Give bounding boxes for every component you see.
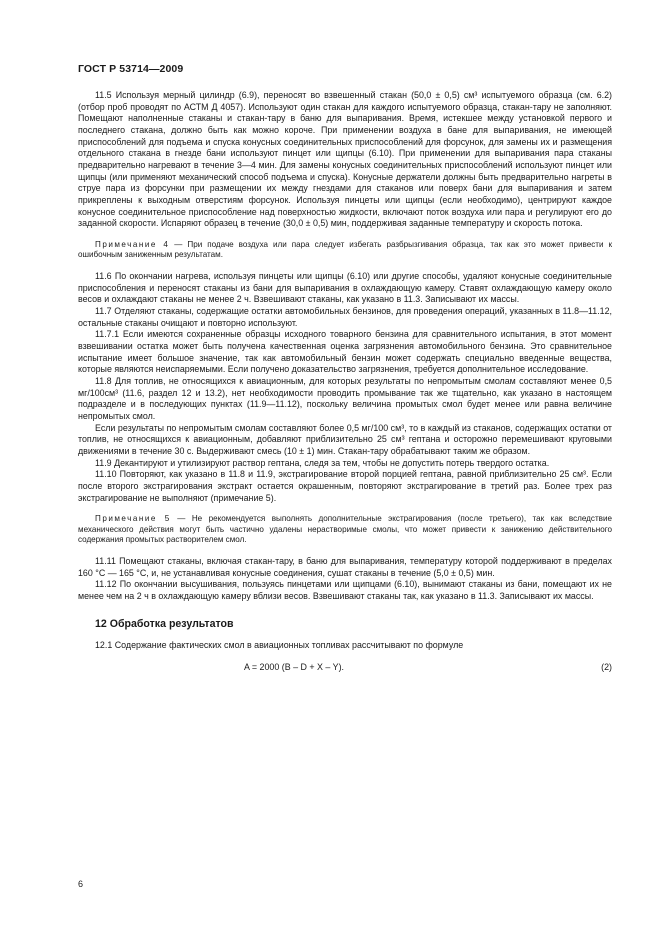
note-5-label: Примечание 5	[95, 514, 171, 524]
paragraph-11-9: 11.9 Декантируют и утилизируют раствор гептана, следя за тем, чтобы не допустить потерь твердого остатка.	[95, 457, 550, 468]
note-4-label: Примечание 4	[95, 239, 170, 249]
paragraph-11-5: 11.5 Используя мерный цилиндр (6.9), переносят во взвешенный стакан (50,0 ± 0,5) см³ испытуемого образца (см. 6.2) (отбор проб проводят по АСТМ Д 4057). Используют один стакан для каждого испытуемого образца, стакан-тару не заполняют. Помещают наполненные стаканы и стакан-тару в баню для выпаривания. Время, истекшее между установкой первого и последнего стакана, должно быть как можно короче. При применении воздуха в бане для выпаривания, не имеющей приспособлений для подъема и спуска конусных соединительных приспособлений для форсунок, для замены их и размещения отдельного стакана в гнезде бани используют пинцет или щипцы (6.10). При применении для выпаривания пара стаканы предварительно нагревают в течение 3—4 мин. Для замены конусных соединительных приспособлений используют пинцет или щипцы (или применяют механический способ подъема и спуска). Конусные держатели должны быть предварительно нагреты в струе пара из форсунки при размещении их между гнездами для стаканов или поверх бани для выпаривания и затем прикреплены к выходным отверстиям форсунок. Используя пинцеты или щипцы (если необходимо), центрируют каждое конусное соединительное приспособление над поверхностью жидкости, включают поток воздуха или пара и регулируют его до заданной скорости. Испаряют образец в течение (30,0 ± 0,5) мин, поддерживая заданные температуру и скорость потока.	[78, 90, 612, 229]
formula-expression: A = 2000 (B – D + X – Y).	[244, 661, 344, 672]
paragraph-11-10: 11.10 Повторяют, как указано в 11.8 и 11.9, экстрагирование второй порцией гептана, равной приблизительно 25 см³. Если после второго экстрагирования экстракт остается окрашенным, повторяют экстрагирование в третий раз. Более трех раз экстрагирование не выполняют (примечание 5).	[78, 469, 612, 503]
paragraph-11-6: 11.6 По окончании нагрева, используя пинцеты или щипцы (6.10) или другие способы, удаляют конусные соединительные приспособления и переносят стаканы из бани для выпаривания в охлаждающую камеру. Ставят охлаждающую камеру около весов и охлаждают стаканы не менее 2 ч. Взвешивают стаканы, как указано в 11.3. Записывают их массы.	[78, 271, 612, 305]
paragraph-11-7-1: 11.7.1 Если имеются сохраненные образцы исходного товарного бензина для сравнительного испытания, в этот момент взвешивании остатка может быть получена качественная оценка загрязнения автомобильного бензина. Это сравнительное испытание имеет большое значение, так как автомобильный бензин может содержать специально введенные вещества, которые являются неиспаряемыми. Если получено доказательство загрязнения, требуется дополнительное исследование.	[78, 329, 612, 375]
formula-2	[78, 662, 612, 676]
paragraph-11-12: 11.12 По окончании высушивания, пользуясь пинцетами или щипцами (6.10), вынимают стаканы из бани, помещают их не менее чем на 2 ч в охлаждающую камеру вблизи весов. Взвешивают стаканы так, как указано в 11.3. Записывают их массы.	[78, 579, 612, 601]
paragraph-12-1: 12.1 Содержание фактических смол в авиационных топливах рассчитывают по формуле	[95, 640, 464, 651]
note-5	[78, 514, 612, 546]
formula-number: (2)	[601, 661, 612, 672]
document-header-code: ГОСТ Р 53714—2009	[78, 63, 184, 75]
note-4	[78, 240, 612, 261]
section-12-heading: 12 Обработка результатов	[95, 617, 234, 630]
paragraph-11-8-continued: Если результаты по непромытым смолам составляют более 0,5 мг/100 см³, то в каждый из стаканов, содержащих остатки от топлив, не относящихся к авиационным, добавляют приблизительно 25 см³ гептана и осторожно перемешивают круговыми движениями в течение 30 с. Выдерживают смесь (10 ± 1) мин. Стакан-тару обрабатывают таким же образом.	[78, 422, 612, 456]
paragraph-11-8: 11.8 Для топлив, не относящихся к авиационным, для которых результаты по непромытым смолам составляют менее 0,5 мг/100см³ (11.6, раздел 12 и 13.2), нет необходимости проводить промывание так же тщательно, как указано в настоящем подразделе и в последующих пунктах (11.9—11.12), поскольку величина промытых смол будет менее или равна величине непромытых смол.	[78, 375, 612, 421]
paragraph-11-7: 11.7 Отделяют стаканы, содержащие остатки автомобильных бензинов, для проведения операций, указанных в 11.8—11.12, остальные стаканы очищают и повторно используют.	[78, 306, 612, 328]
note-4-text: — При подаче воздуха или пара следует избегать разбрызгивания образца, так как это может привести к ошибочным заниженным результатам.	[78, 239, 612, 260]
paragraph-11-11: 11.11 Помещают стаканы, включая стакан-тару, в баню для выпаривания, температуру которой поддерживают в пределах 160 °С — 165 °С, и, не устанавливая конусные соединения, сушат стаканы в течение (5,0 ± 0,5) мин.	[78, 555, 612, 578]
page-number: 6	[78, 879, 84, 889]
note-5-text: — Не рекомендуется выполнять дополнительные экстрагирования (после третьего), так как вследствие механического действия могут быть частично удалены нерастворимые смолы, что может привести к занижению действительного содержания промытых растворителем смол.	[78, 514, 612, 545]
document-body	[78, 90, 612, 676]
